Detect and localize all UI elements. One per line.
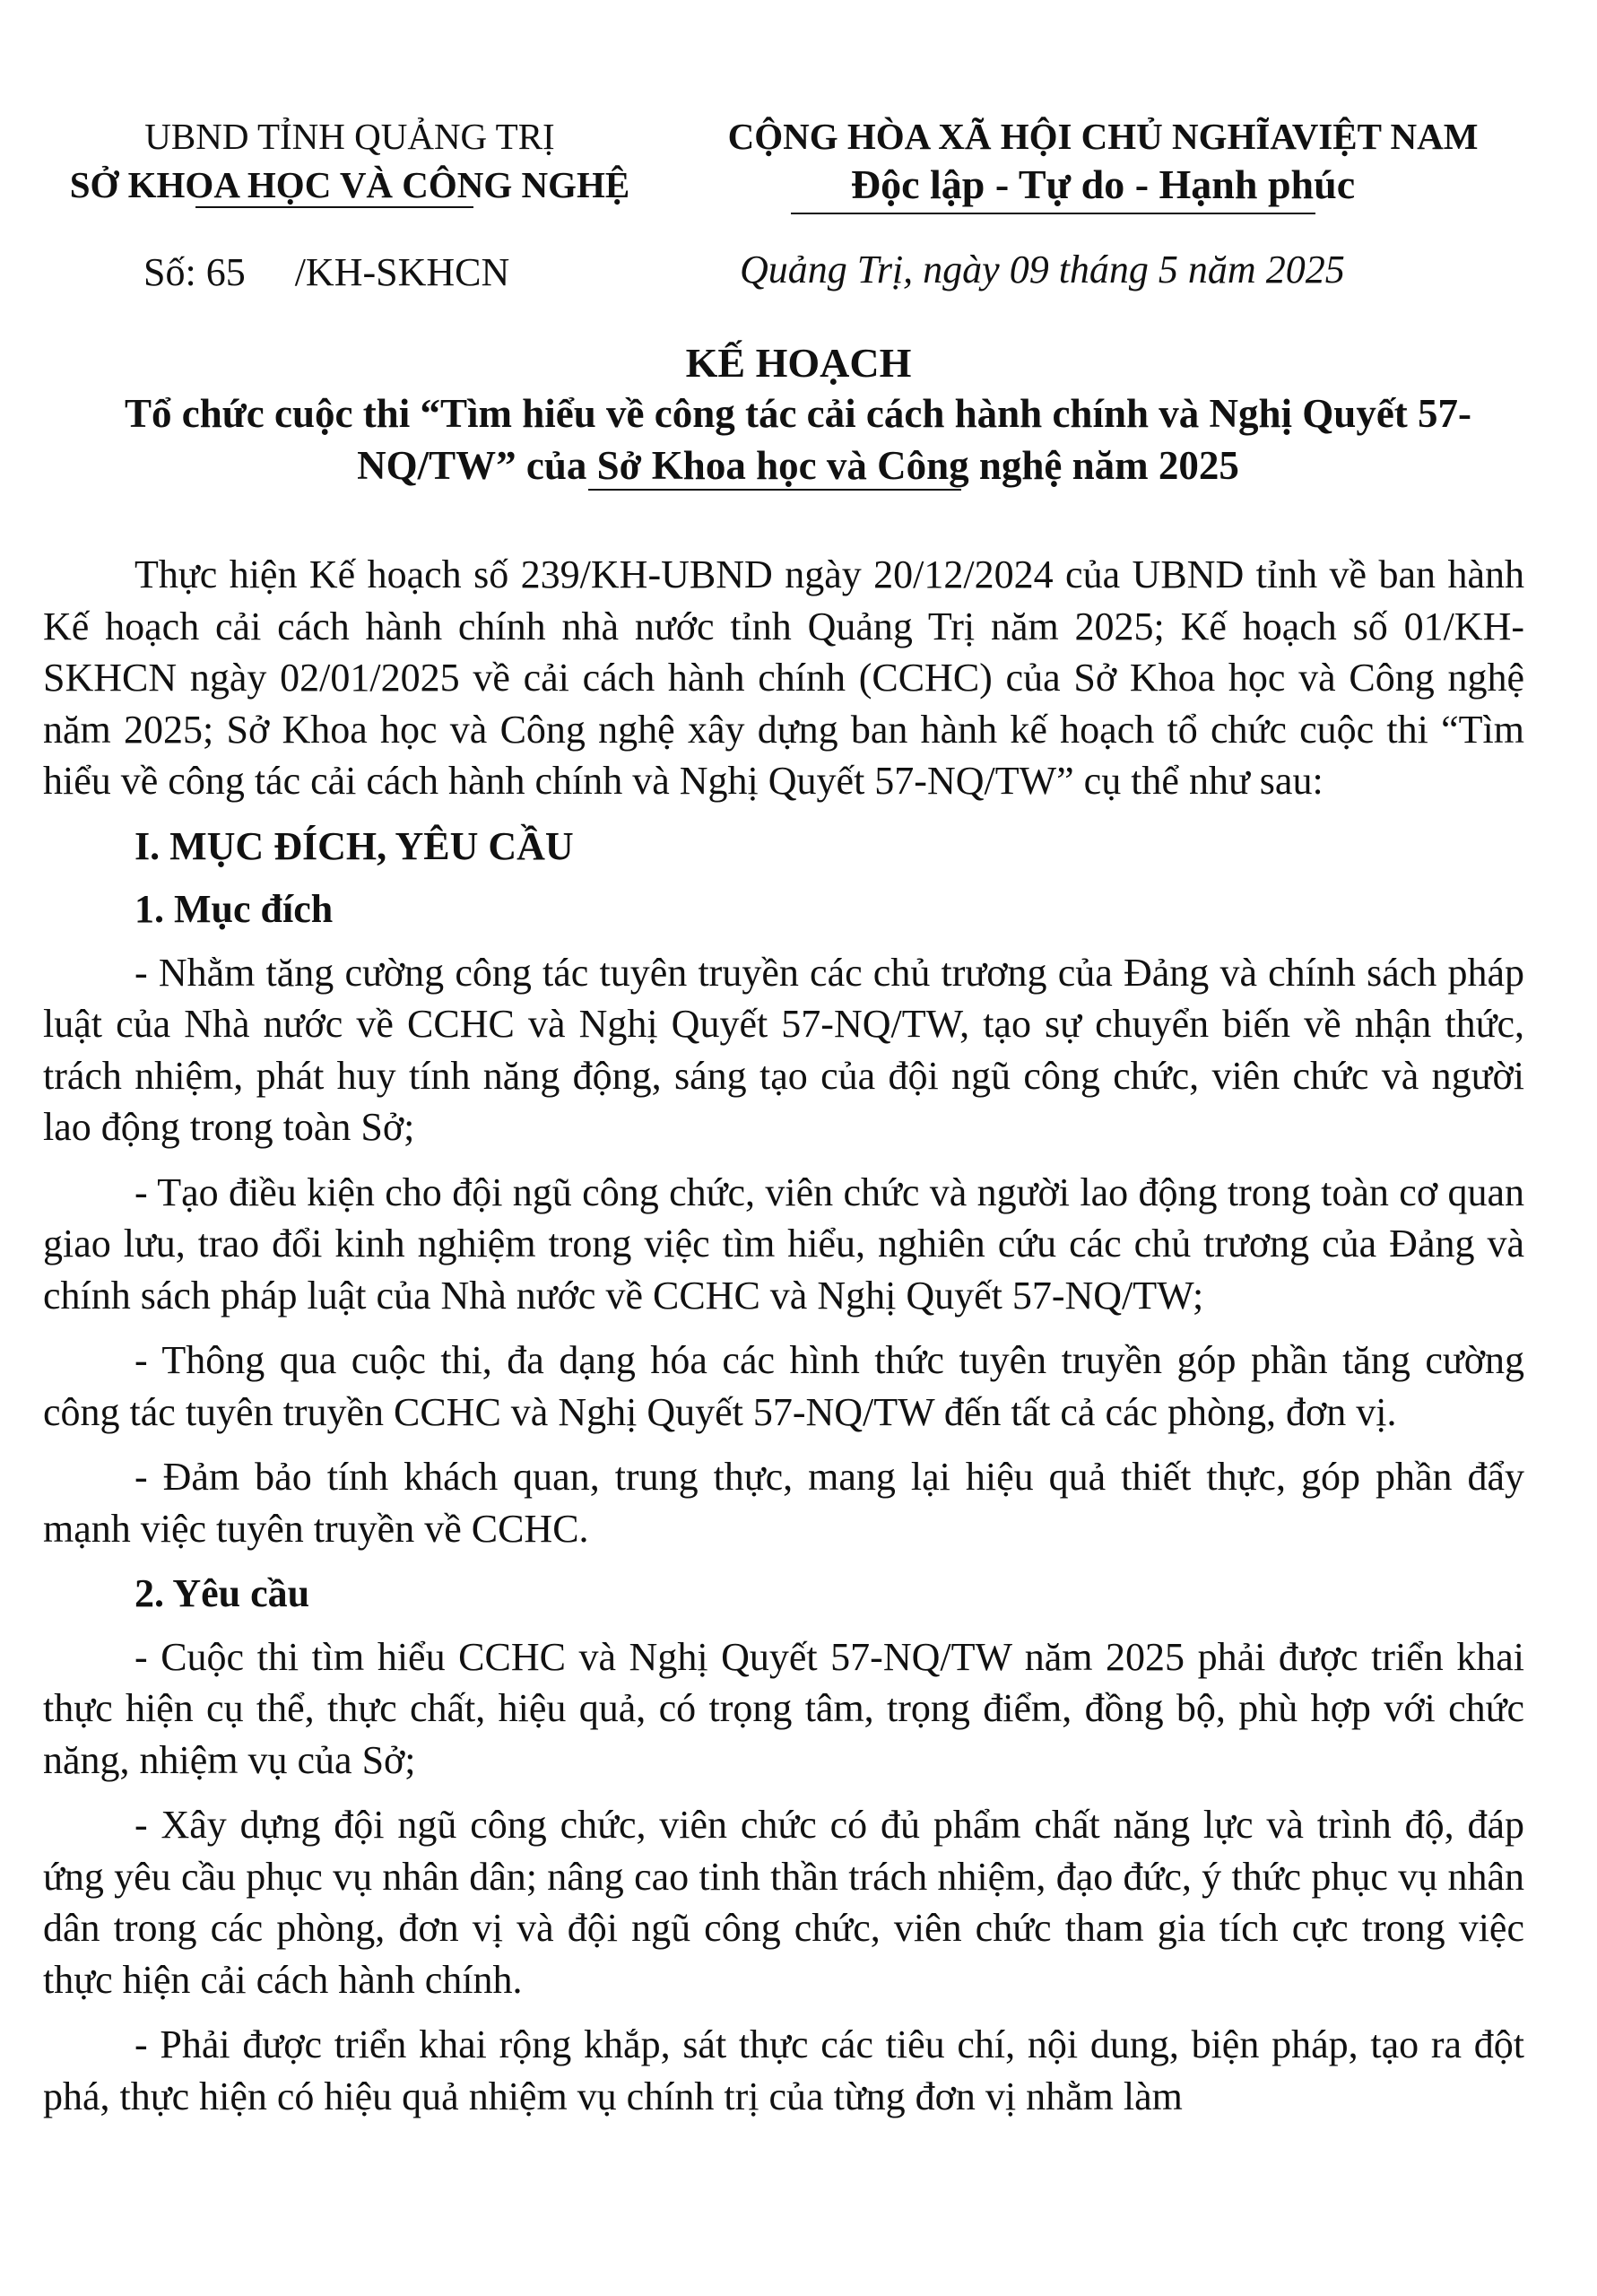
purpose-paragraph-1: - Nhằm tăng cường công tác tuyên truyền các chủ trương của Đảng và chính sách pháp luật của Nhà nước về CCHC và Nghị Quyết 57-NQ/TW, tạo sự chuyển biến về nhận thức, trách nhiệm, phát huy tính năng động, sáng tạo của đội ngũ công chức, viên chức và người lao động trong toàn Sở; <box>43 950 1524 1149</box>
document-number: Số: 65 /KH-SKHCN <box>143 250 510 294</box>
national-heading-block <box>646 112 1560 209</box>
subsection-heading-requirements: 2. Yêu cầu <box>135 1571 310 1615</box>
purpose-paragraph-2: - Tạo điều kiện cho đội ngũ công chức, viên chức và người lao động trong toàn cơ quan giao lưu, trao đổi kinh nghiệm trong việc tìm hiểu, nghiên cứu các chủ trương của Đảng và chính sách pháp luật của Nhà nước về CCHC và Nghị Quyết 57-NQ/TW; <box>43 1170 1524 1318</box>
requirement-paragraph-3: - Phải được triển khai rộng khắp, sát thực các tiêu chí, nội dung, biện pháp, tạo ra đột phá, thực hiện có hiệu quả nhiệm vụ chính trị của từng đơn vị nhằm làm <box>43 2022 1524 2118</box>
issuing-agency-block <box>36 112 664 209</box>
place-date: Quảng Trị, ngày 09 tháng 5 năm 2025 <box>740 248 1345 291</box>
subsection-heading-purpose: 1. Mục đích <box>135 887 334 931</box>
document-title <box>36 387 1560 491</box>
requirement-paragraph-1: - Cuộc thi tìm hiểu CCHC và Nghị Quyết 57-NQ/TW năm 2025 phải được triển khai thực hiện cụ thể, thực chất, hiệu quả, có trọng tâm, trọng điểm, đồng bộ, phù hợp với chức năng, nhiệm vụ của Sở; <box>43 1634 1524 1782</box>
nation-name: CỘNG HÒA XÃ HỘI CHỦ NGHĨAVIỆT NAM <box>727 116 1479 157</box>
intro-paragraph: Thực hiện Kế hoạch số 239/KH-UBND ngày 20/12/2024 của UBND tỉnh về ban hành Kế hoạch cải cách hành chính nhà nước tỉnh Quảng Trị năm 2025; Kế hoạch số 01/KH-SKHCN ngày 02/01/2025 về cải cách hành chính (CCHC) của Sở Khoa học và Công nghệ năm 2025; Sở Khoa học và Công nghệ xây dựng ban hành kế hoạch tổ chức cuộc thi “Tìm hiểu về công tác cải cách hành chính và Nghị Quyết 57-NQ/TW” cụ thể như sau: <box>43 552 1524 803</box>
parent-agency: UBND TỈNH QUẢNG TRỊ <box>144 116 555 157</box>
agency-underline <box>195 206 473 208</box>
document-type: KẾ HOẠCH <box>685 340 912 386</box>
agency-name: SỞ KHOA HỌC VÀ CÔNG NGHỆ <box>69 164 630 205</box>
purpose-paragraph-3: - Thông qua cuộc thi, đa dạng hóa các hình thức tuyên truyền góp phần tăng cường công tác tuyên truyền CCHC và Nghị Quyết 57-NQ/TW đến tất cả các phòng, đơn vị. <box>43 1338 1524 1434</box>
title-line-1: Tổ chức cuộc thi “Tìm hiểu về công tác cải cách hành chính và Nghị Quyết 57- <box>124 391 1472 436</box>
title-underline <box>588 489 961 491</box>
title-line-2: NQ/TW” của Sở Khoa học và Công nghệ năm 2025 <box>357 443 1239 488</box>
requirement-paragraph-2: - Xây dựng đội ngũ công chức, viên chức có đủ phẩm chất năng lực và trình độ, đáp ứng yêu cầu phục vụ nhân dân; nâng cao tinh thần trách nhiệm, đạo đức, ý thức phục vụ nhân dân trong các phòng, đơn vị và đội ngũ công chức, viên chức tham gia tích cực trong việc thực hiện cải cách hành chính. <box>43 1803 1524 2002</box>
document-body <box>43 549 1524 2135</box>
national-motto: Độc lập - Tự do - Hạnh phúc <box>850 161 1356 207</box>
purpose-paragraph-4: - Đảm bảo tính khách quan, trung thực, mang lại hiệu quả thiết thực, góp phần đẩy mạnh việc tuyên truyền về CCHC. <box>43 1455 1524 1551</box>
section-heading-1: I. MỤC ĐÍCH, YÊU CẦU <box>135 823 574 868</box>
motto-underline <box>791 213 1315 214</box>
